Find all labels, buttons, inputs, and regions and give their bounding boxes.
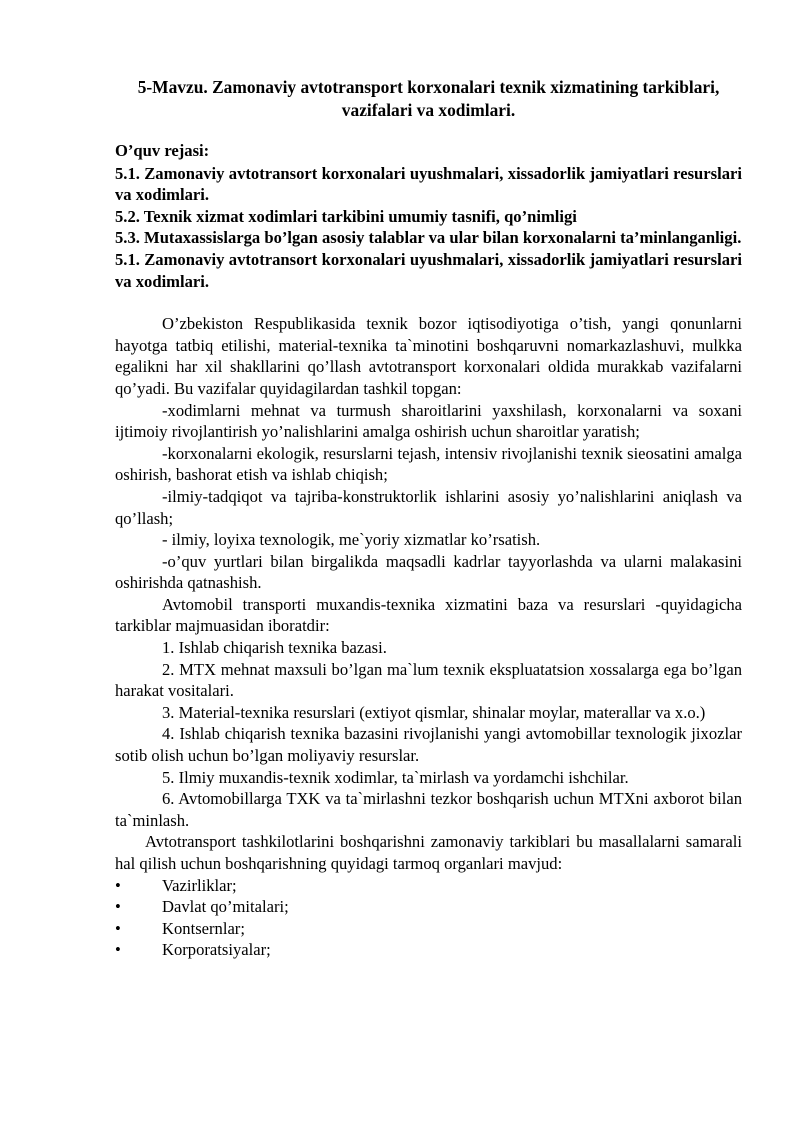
task-item: -korxonalarni ekologik, resurslarni tejash, intensiv rivojlanishi texnik sieosatini amalga oshirish, bashorat etish va ishlab chiqish; [115, 443, 742, 485]
bullet-icon: • [115, 918, 121, 938]
task-item: -o’quv yurtlari bilan birgalikda maqsadli kadrlar tayyorlashda va ularni malakasini oshirishda qatnashish. [115, 551, 742, 593]
study-plan-item: 5.3. Mutaxassislarga bo’lgan asosiy talablar va ular bilan korxonalarni ta’minlanganligi. [115, 228, 742, 248]
list-item [115, 918, 742, 940]
component-item: 2. MTX mehnat maxsuli bo’lgan ma`lum texnik ekspluatatsion xossalarga ega bo’lgan harakat vositalari. [115, 659, 742, 701]
study-plan-item: 5.1. Zamonaviy avtotransort korxonalari uyushmalari, xissadorlik jamiyatlari resurslari va xodimlari. [115, 163, 742, 205]
intro-paragraph: O’zbekiston Respublikasida texnik bozor iqtisodiyotiga o’tish, yangi qonunlarni hayotga tatbiq etilishi, material-texnika ta`minotini boshqaruvni nomarkazlashuvi, mulkka egalikni har xil shakllarini qo’llash avtotransport korxonalari oldida murakkab vazifalarni qo’yadi. Bu vazifalar quyidagilardan tashkil topgan: [115, 314, 742, 398]
document-title [115, 76, 742, 122]
body-text [115, 313, 742, 961]
section-heading: 5.1. Zamonaviy avtotransort korxonalari uyushmalari, xissadorlik jamiyatlari resurslari va xodimlari. [115, 249, 742, 291]
bullet-icon: • [115, 875, 121, 895]
list-item-label: Vazirliklar; [162, 875, 237, 895]
component-item: 3. Material-texnika resurslari (extiyot qismlar, shinalar moylar, materallar va x.o.) [162, 702, 706, 722]
list-item [115, 875, 742, 897]
component-item: 1. Ishlab chiqarish texnika bazasi. [162, 638, 387, 658]
management-organs-list [115, 875, 742, 961]
study-plan-item: 5.2. Texnik xizmat xodimlari tarkibini umumiy tasnifi, qo’nimligi [115, 206, 577, 226]
bullet-icon: • [115, 897, 121, 917]
list-item-label: Kontsernlar; [162, 918, 245, 938]
component-item: 5. Ilmiy muxandis-texnik xodimlar, ta`mirlash va yordamchi ishchilar. [162, 767, 629, 787]
list-item [115, 896, 742, 918]
list-item [115, 939, 742, 961]
task-item: -xodimlarni mehnat va turmush sharoitlarini yaxshilash, korxonalarni va soxani ijtimoiy rivojlantirish yo’nalishlarini amalga oshirish uchun sharoitlar yaratish; [115, 400, 742, 442]
base-intro-paragraph: Avtomobil transporti muxandis-texnika xizmatini baza va resurslari -quyidagicha tarkiblar majmuasidan iboratdir: [115, 594, 742, 636]
spacer [115, 292, 742, 313]
study-plan [115, 140, 742, 292]
component-item: 4. Ishlab chiqarish texnika bazasini rivojlanishi yangi avtomobillar texnologik jixozlar sotib olish uchun bo’lgan moliyaviy resurslar. [115, 724, 742, 766]
list-item-label: Davlat qo’mitalari; [162, 897, 289, 917]
component-item: 6. Avtomobillarga TXK va ta`mirlashni tezkor boshqarish uchun MTXni axborot bilan ta`minlash. [115, 789, 742, 830]
title-line-1: 5-Mavzu. Zamonaviy avtotransport korxonalari texnik xizmatining tarkiblari, [137, 77, 720, 97]
task-item: -ilmiy-tadqiqot va tajriba-konstruktorlik ishlarini asosiy yo’nalishlarini aniqlash va qo’llash; [115, 486, 742, 528]
task-item: - ilmiy, loyixa texnologik, me`yoriy xizmatlar ko’rsatish. [162, 530, 541, 550]
list-item-label: Korporatsiyalar; [162, 940, 271, 960]
study-plan-heading: O’quv rejasi: [115, 141, 210, 160]
management-intro-paragraph: Avtotransport tashkilotlarini boshqarishni zamonaviy tarkiblari bu masallalarni samarali hal qilish uchun boshqarishning quyidagi tarmoq organlari mavjud: [115, 832, 742, 873]
bullet-icon: • [115, 940, 121, 960]
title-line-2: vazifalari va xodimlari. [341, 100, 516, 120]
